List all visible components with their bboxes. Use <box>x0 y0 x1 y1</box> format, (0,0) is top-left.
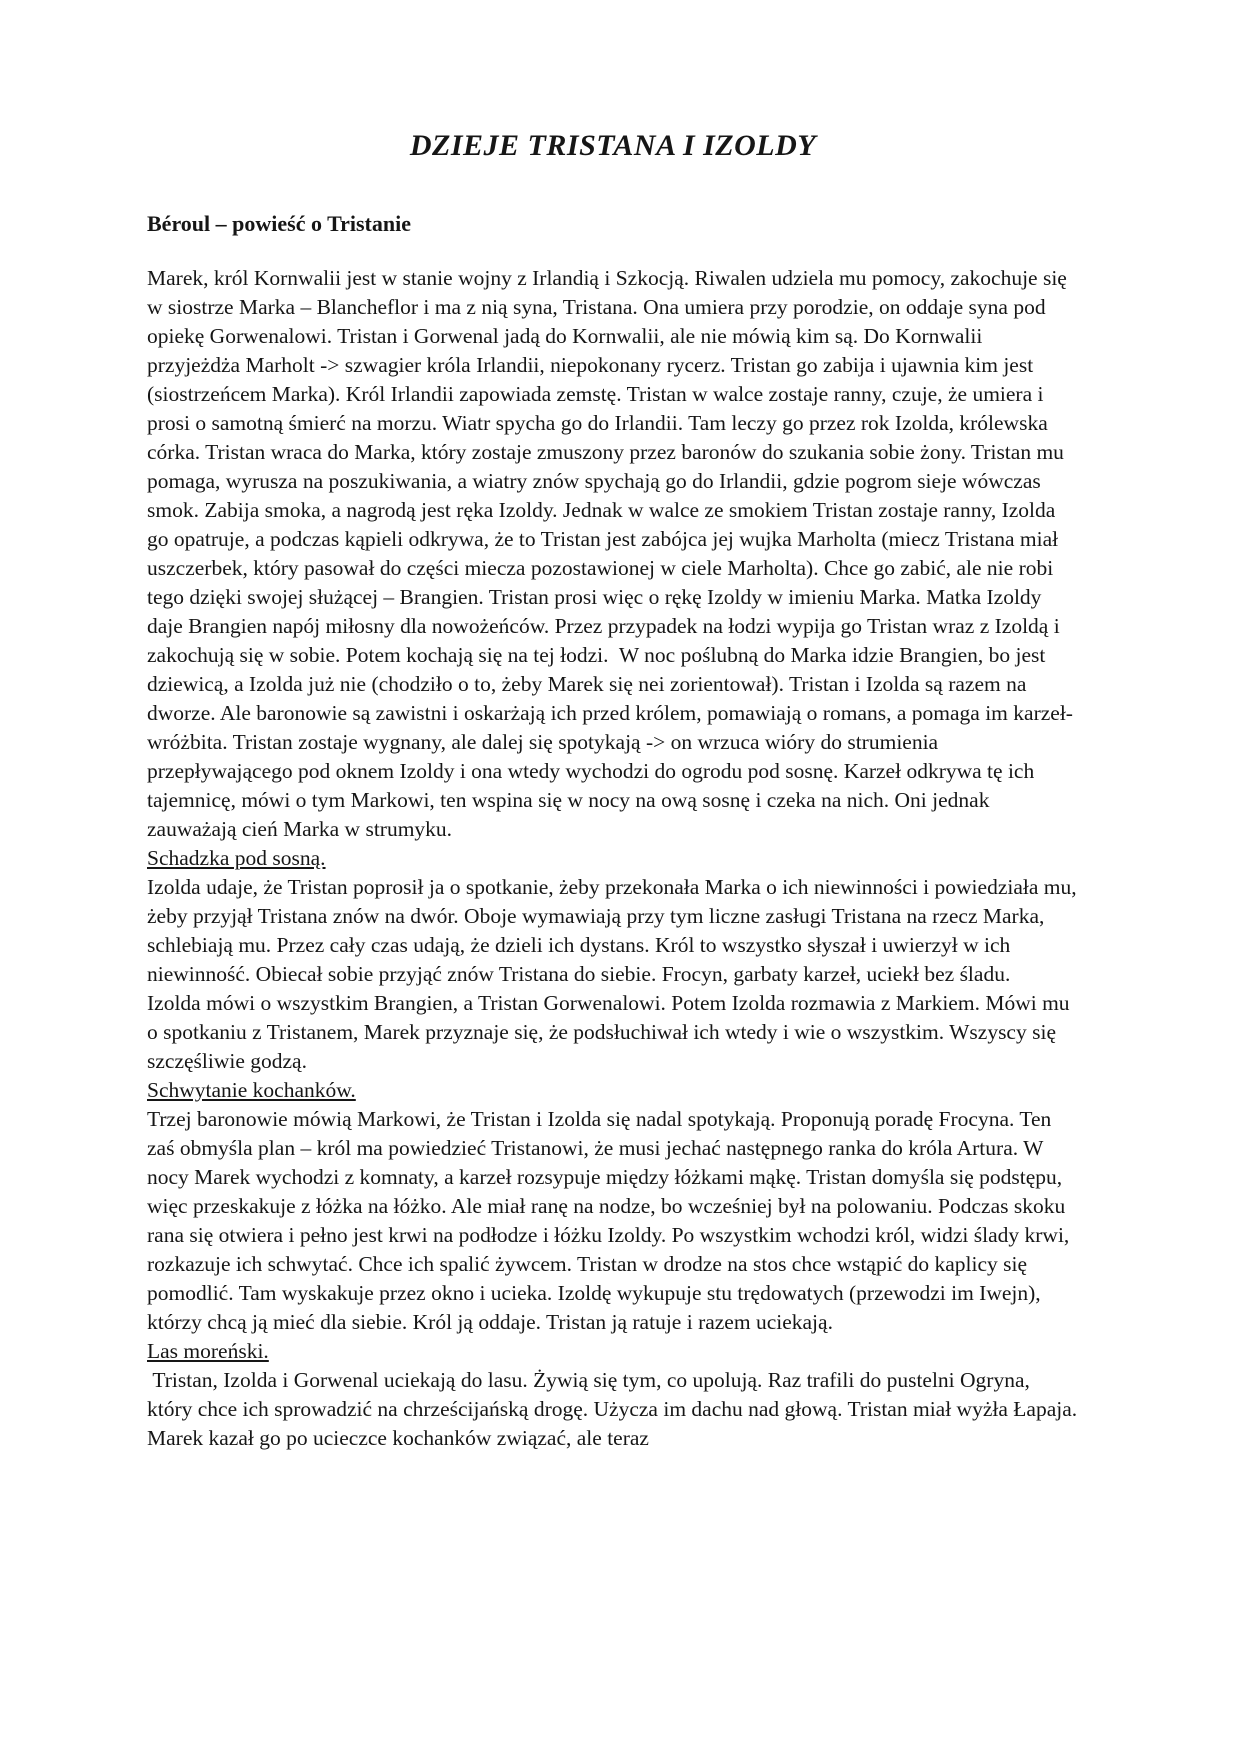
author-heading: Béroul – powieść o Tristanie <box>147 211 411 236</box>
document-title: DZIEJE TRISTANA I IZOLDY <box>409 129 817 162</box>
section-heading-las-morenski: Las moreński. <box>147 1339 269 1363</box>
document-content <box>147 128 1083 1453</box>
paragraph-las-morenski: Tristan, Izolda i Gorwenal uciekają do lasu. Żywią się tym, co upolują. Raz trafili do pustelni Ogryna, który chce ich sprowadzić na chrześcijańską drogę. Użycza im dachu nad głową. Tristan miał wyżła Łapaja. Marek kazał go po ucieczce kochanków związać, ale teraz <box>147 1368 1083 1450</box>
paragraph-intro: Marek, król Kornwalii jest w stanie wojny z Irlandią i Szkocją. Riwalen udziela mu pomocy, zakochuje się w siostrze Marka – Blancheflor i ma z nią syna, Tristana. Ona umiera przy porodzie, on oddaje syna pod opiekę Gorwenalowi. Tristan i Gorwenal jadą do Kornwalii, ale nie mówią kim są. Do Kornwalii przyjeżdża Marholt -> szwagier króla Irlandii, niepokonany rycerz. Tristan go zabija i ujawnia kim jest (siostrzeńcem Marka). Król Irlandii zapowiada zemstę. Tristan w walce zostaje ranny, czuje, że umiera i prosi o samotną śmierć na morzu. Wiatr spycha go do Irlandii. Tam leczy go przez rok Izolda, królewska córka. Tristan wraca do Marka, który zostaje zmuszony przez baronów do szukania sobie żony. Tristan mu pomaga, wyrusza na poszukiwania, a wiatry znów spychają go do Irlandii, gdzie pogrom sieje wówczas smok. Zabija smoka, a nagrodą jest ręka Izoldy. Jednak w walce ze smokiem Tristan zostaje ranny, Izolda go opatruje, a podczas kąpieli odkrywa, że to Tristan jest zabójca jej wujka Marholta (miecz Tristana miał uszczerbek, który pasował do części miecza pozostawionej w ciele Marholta). Chce go zabić, ale nie robi tego dzięki swojej służącej – Brangien. Tristan prosi więc o rękę Izoldy w imieniu Marka. Matka Izoldy daje Brangien napój miłosny dla nowożeńców. Przez przypadek na łodzi wypija go Tristan wraz z Izoldą i zakochują się w sobie. Potem kochają się na tej łodzi. W noc poślubną do Marka idzie Brangien, bo jest dziewicą, a Izolda już nie (chodziło o to, żeby Marek się nei zorientował). Tristan i Izolda są razem na dworze. Ale baronowie są zawistni i oskarżają ich przed królem, pomawiają o romans, a pomaga im karzeł-wróżbita. Tristan zostaje wygnany, ale dalej się spotykają -> on wrzuca wióry do strumienia przepływającego pod oknem Izoldy i ona wtedy wychodzi do ogrodu pod sosnę. Karzeł odkrywa tę ich tajemnicę, mówi o tym Markowi, ten wspina się w nocy na ową sosnę i czeka na nich. Oni jednak zauważają cień Marka w strumyku. <box>147 266 1073 841</box>
section-heading-schadzka-pod-sosna: Schadzka pod sosną. <box>147 846 326 870</box>
document-body <box>147 264 1083 1453</box>
section-heading-schwytanie-kochankow: Schwytanie kochanków. <box>147 1078 356 1102</box>
paragraph-schwytanie: Trzej baronowie mówią Markowi, że Tristan i Izolda się nadal spotykają. Proponują poradę Frocyna. Ten zaś obmyśla plan – król ma powiedzieć Tristanowi, że musi jechać następnego ranka do króla Artura. W nocy Marek wychodzi z komnaty, a karzeł rozsypuje między łóżkami mąkę. Tristan domyśla się podstępu, więc przeskakuje z łóżka na łóżko. Ale miał ranę na nodze, bo wcześniej był na polowaniu. Podczas skoku rana się otwiera i pełno jest krwi na podłodze i łóżku Izoldy. Po wszystkim wchodzi król, widzi ślady krwi, rozkazuje ich schwytać. Chce ich spalić żywcem. Tristan w drodze na stos chce wstąpić do kaplicy się pomodlić. Tam wyskakuje przez okno i ucieka. Izoldę wykupuje stu trędowatych (przewodzi im Iwejn), którzy chcą ją mieć dla siebie. Król ją oddaje. Tristan ją ratuje i razem uciekają. <box>147 1107 1075 1334</box>
paragraph-schadzka-1: Izolda udaje, że Tristan poprosił ja o spotkanie, żeby przekonała Marka o ich niewinności i powiedziała mu, żeby przyjął Tristana znów na dwór. Oboje wymawiają przy tym liczne zasługi Tristana na rzecz Marka, schlebiają mu. Przez cały czas udają, że dzieli ich dystans. Król to wszystko słyszał i uwierzył w ich niewinność. Obiecał sobie przyjąć znów Tristana do siebie. Frocyn, garbaty karzeł, uciekł bez śladu. <box>147 875 1082 986</box>
paragraph-schadzka-2: Izolda mówi o wszystkim Brangien, a Tristan Gorwenalowi. Potem Izolda rozmawia z Markiem. Mówi mu o spotkaniu z Tristanem, Marek przyznaje się, że podsłuchiwał ich wtedy i wie o wszystkim. Wszyscy się szczęśliwie godzą. <box>147 991 1075 1073</box>
